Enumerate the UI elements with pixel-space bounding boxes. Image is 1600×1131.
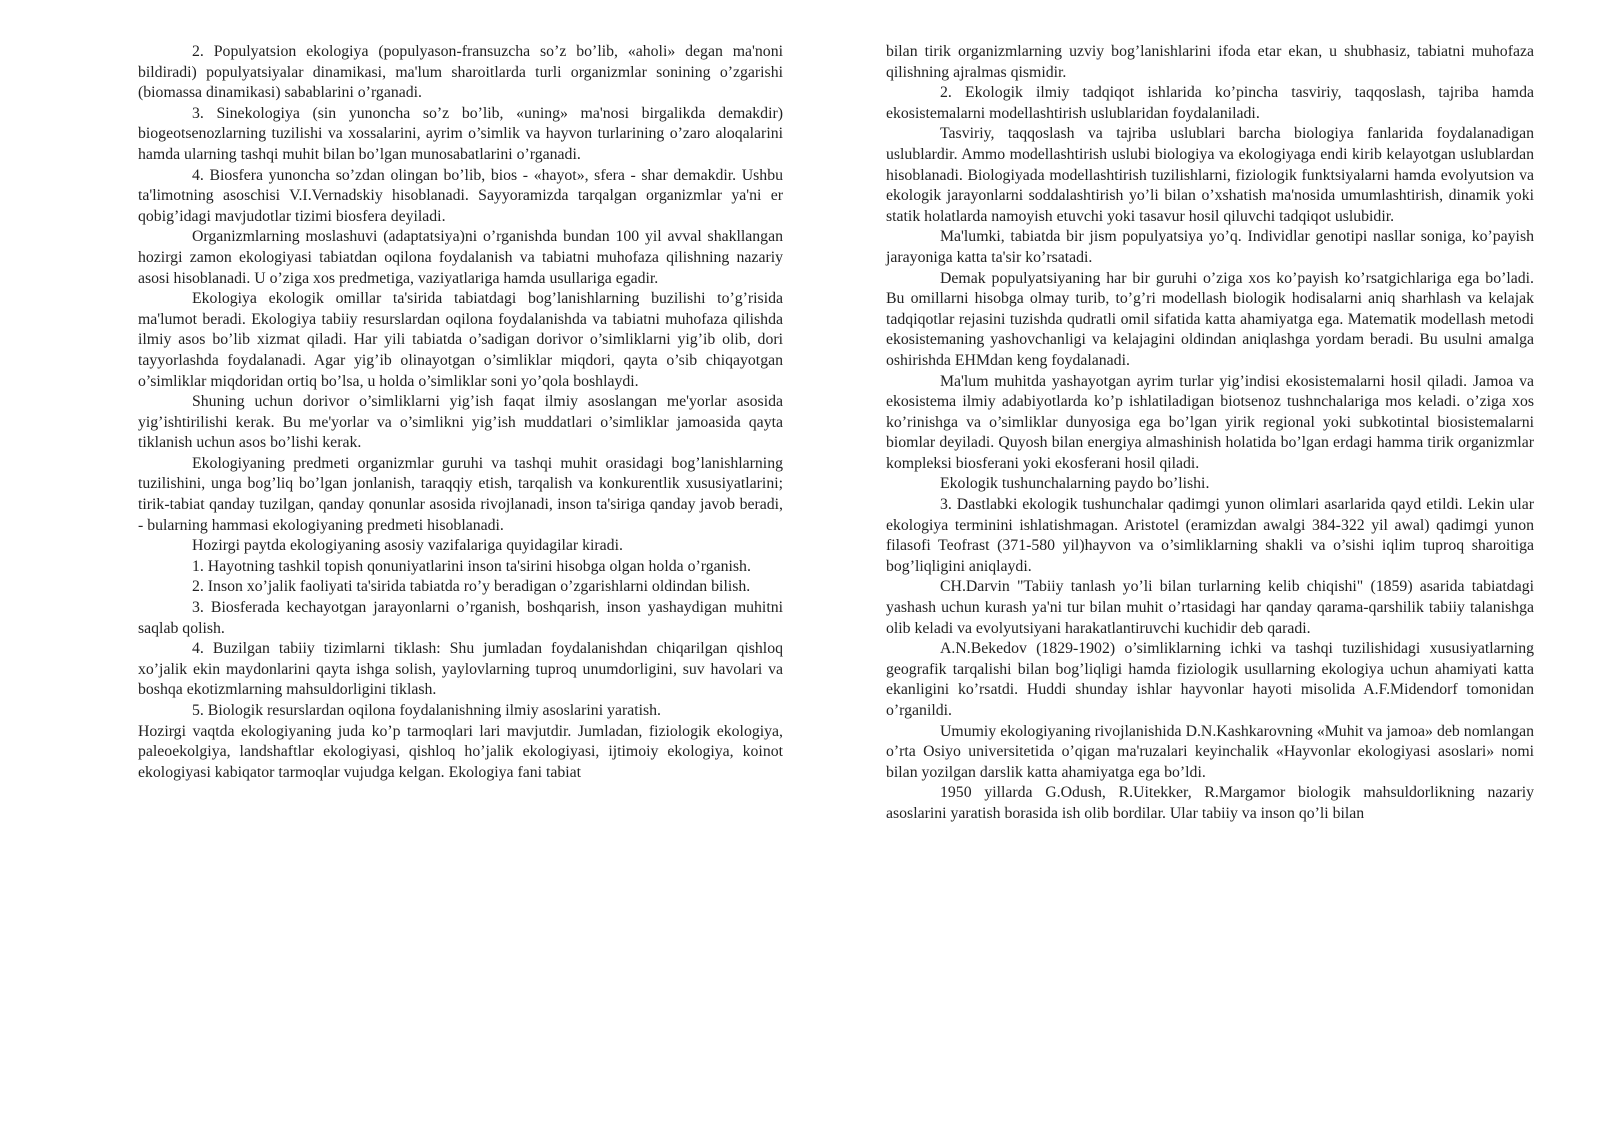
- paragraph: 4. Buzilgan tabiiy tizimlarni tiklash: Shu jumladan foydalanishdan chiqarilgan qishloq xo’jalik ekin maydonlarini qayta ishga solish, yaylovlarning tuproq unumdorligini, suv havolari va boshqa ekotizmlarning mahsuldorligini tiklash.: [138, 640, 783, 699]
- paragraph: Shuning uchun dorivor o’simliklarni yig’ish faqat ilmiy asoslangan me'yorlar asosida yig’ishtirilishi kerak. Bu me'yorlar va o’simlikni yig’ish muddatlari o’simliklar jamoasida qayta tiklanish uchun asos bo’lishi kerak.: [138, 393, 783, 452]
- left-page: [138, 42, 783, 783]
- paragraph: Hozirgi paytda ekologiyaning asosiy vazifalariga quyidagilar kiradi.: [192, 537, 623, 555]
- paragraph: bilan tirik organizmlarning uzviy bog’lanishlarini ifoda etar ekan, u shubhasiz, tabiatni muhofaza qilishning ajralmas qismidir.: [886, 43, 1534, 81]
- paragraph: 1950 yillarda G.Odush, R.Uitekker, R.Margamor biologik mahsuldorlikning nazariy asoslarini yaratish borasida ish olib bordilar. Ular tabiiy va inson qo’li bilan: [886, 784, 1534, 822]
- paragraph: Tasviriy, taqqoslash va tajriba uslublari barcha biologiya fanlarida foydalanadigan uslublardir. Ammo modellashtirish uslubi biologiya va ekologiyaga endi kirib kelayotgan uslublardan hisoblanadi. Biologiyada modellashtirish tuzilishlarni, fiziologik funktsiyalarni hamda evolyutsion va ekologik jarayonlarni soddalashtirish yo’li bilan o’xshatish ma'nosida umumlashtirish, dinamik yoki statik holatlarda namoyish etuvchi yoki tasavur hosil qiluvchi tadqiqot uslubidir.: [886, 125, 1534, 225]
- paragraph: Umumiy ekologiyaning rivojlanishida D.N.Kashkarovning «Muhit va jamoa» deb nomlangan o’rta Osiyo universitetida o’qigan ma'ruzalari keyinchalik «Hayvonlar ekologiyasi asoslari» nomi bilan yozilgan darslik katta ahamiyatga ega bo’ldi.: [886, 722, 1534, 781]
- paragraph: 3. Dastlabki ekologik tushunchalar qadimgi yunon olimlari asarlarida qayd etildi. Lekin ular ekologiya terminini ishlatishmagan. Aristotel (eramizdan awalgi 384-322 yil awal) qadimgi yunon filasofi Teofrast (371-580 yil)hayvon va o’simliklarning shakli va o’sishi iqlim tuproq sharoitiga bog’liqligini aniqlaydi.: [886, 496, 1534, 575]
- paragraph: 1. Hayotning tashkil topish qonuniyatlarini inson ta'sirini hisobga olgan holda o’rganish.: [192, 557, 751, 575]
- paragraph: 4. Biosfera yunoncha so’zdan olingan bo’lib, bios - «hayot», sfera - shar demakdir. Ushbu ta'limotning asoschisi V.I.Vernadskiy hisoblanadi. Sayyoramizda tarqalgan organizmlar ya'ni er qobig’idagi mavjudotlar tizimi biosfera deyiladi.: [138, 166, 783, 225]
- right-page: [886, 42, 1534, 825]
- paragraph: Ma'lumki, tabiatda bir jism populyatsiya yo’q. Individlar genotipi nasllar soniga, ko’payish jarayoniga katta ta'sir ko’rsatadi.: [886, 228, 1534, 266]
- paragraph: 3. Biosferada kechayotgan jarayonlarni o’rganish, boshqarish, inson yashaydigan muhitni saqlab qolish.: [138, 599, 783, 637]
- paragraph: 2. Populyatsion ekologiya (populyason-fransuzcha so’z bo’lib, «aholi» degan ma'noni bildiradi) populyatsiyalar dinamikasi, ma'lum sharoitlarda turli organizmlar sonining o’zgarishi (biomassa dinamikasi) sabablarini o’rganadi.: [138, 43, 783, 102]
- paragraph: 3. Sinekologiya (sin yunoncha so’z bo’lib, «uning» ma'nosi birgalikda demakdir) biogeotsenozlarning tuzilishi va xossalarini, ayrim o’simlik va hayvon turlarining o’zaro aloqalarini hamda ularning tashqi muhit bilan bo’lgan munosabatlarini o’rganadi.: [138, 104, 783, 163]
- section-heading: Ekologik tushunchalarning paydo bo’lishi.: [940, 475, 1210, 493]
- paragraph: A.N.Bekedov (1829-1902) o’simliklarning ichki va tashqi tuzilishidagi xususiyatlarning geografik tarqalishi bilan bog’liqligi hamda fiziologik usullarning ekologiya uchun ahamiyati katta ekanligini ko’rsatdi. Huddi shunday ishlar hayvonlar hayoti misolida A.F.Midendorf tomonidan o’rganildi.: [886, 640, 1534, 719]
- paragraph: Ekologiya ekologik omillar ta'sirida tabiatdagi bog’lanishlarning buzilishi to’g’risida ma'lumot beradi. Ekologiya tabiiy resurslardan oqilona foydalanishda va tabiatni muhofaza qilishda ilmiy asos bo’lib xizmat qiladi. Har yili tabiatda o’sadigan dorivor o’simliklarni yig’ib olib, dori tayyorlashda foydalanadi. Agar yig’ib olinayotgan o’simliklar miqdori, qayta o’sib chiqayotgan o’simliklar miqdoridan ortiq bo’lsa, u holda o’simliklar soni yo’qola boshlaydi.: [138, 290, 783, 390]
- paragraph: 5. Biologik resurslardan oqilona foydalanishning ilmiy asoslarini yaratish.: [192, 702, 662, 719]
- paragraph: 2. Inson xo’jalik faoliyati ta'sirida tabiatda ro’y beradigan o’zgarishlarni oldindan bilish.: [192, 578, 751, 596]
- paragraph: Demak populyatsiyaning har bir guruhi o’ziga xos ko’payish ko’rsatgichlariga ega bo’ladi. Bu omillarni hisobga olmay turib, to’g’ri modellash biologik hodisalarni aniq sharhlash va kelajak tadqiqotlar rejasini tuzishda qudratli omil sifatida katta ahamiyatga ega. Matematik modellash metodi ekosistemaning yashovchanligi va kelajagini oldindan aniqlashga yordam beradi. Bu usulni amalga oshirishda EHMdan keng foydalanadi.: [886, 269, 1534, 369]
- paragraph: Organizmlarning moslashuvi (adaptatsiya)ni o’rganishda bundan 100 yil avval shakllangan hozirgi zamon ekologiyasi tabiatdan oqilona foydalanish va tabiatni muhofaza qilishning nazariy asosi hisoblanadi. U o’ziga xos predmetiga, vaziyatlariga hamda usullariga egadir.: [138, 228, 783, 287]
- paragraph: Ma'lum muhitda yashayotgan ayrim turlar yig’indisi ekosistemalarni hosil qiladi. Jamoa va ekosistema ilmiy adabiyotlarda ko’p ishlatiladigan biotsenoz tushnchalariga mos keladi. o’ziga xos ko’rinishga va o’simliklar dunyosiga ega bo’lgan yirik regional yoki subkotintal biosistemalarni biomlar deyiladi. Quyosh bilan energiya almashinish holatida bo’lgan erdagi hamma tirik organizmlar kompleksi biosferani yoki ekosferani hosil qiladi.: [886, 372, 1534, 472]
- paragraph: Ekologiyaning predmeti organizmlar guruhi va tashqi muhit orasidagi bog’lanishlarning tuzilishini, unga bog’liq bo’lgan jonlanish, taraqqiy etish, tarqalish va konkurentlik xususiyatlarini; tirik-tabiat qanday tuzilgan, qanday qonunlar asosida rivojlanadi, inson ta'siriga qanday javob beradi, - bularning hammasi ekologiyaning predmeti hisoblanadi.: [138, 454, 783, 534]
- paragraph: 2. Ekologik ilmiy tadqiqot ishlarida ko’pincha tasviriy, taqqoslash, tajriba hamda ekosistemalarni modellashtirish uslublaridan foydalaniladi.: [886, 84, 1534, 122]
- paragraph: Hozirgi vaqtda ekologiyaning juda ko’p tarmoqlari lari mavjutdir. Jumladan, fiziologik ekologiya, paleoekolgiya, landshaftlar ekologiyasi, qishloq ho’jalik ekologiyasi, ijtimoiy ekologiya, koinot ekologiyasi kabiqator tarmoqlar vujudga kelgan. Ekologiya fani tabiat: [138, 722, 783, 781]
- paragraph: CH.Darvin "Tabiiy tanlash yo’li bilan turlarning kelib chiqishi" (1859) asarida tabiatdagi yashash uchun kurash ya'ni tur bilan muhit o’rtasidagi har qanday qarama-qarshilik tabiiy talanishga olib keladi va evolyutsiyani harakatlantiruvchi kuchidir deb qaradi.: [886, 578, 1534, 637]
